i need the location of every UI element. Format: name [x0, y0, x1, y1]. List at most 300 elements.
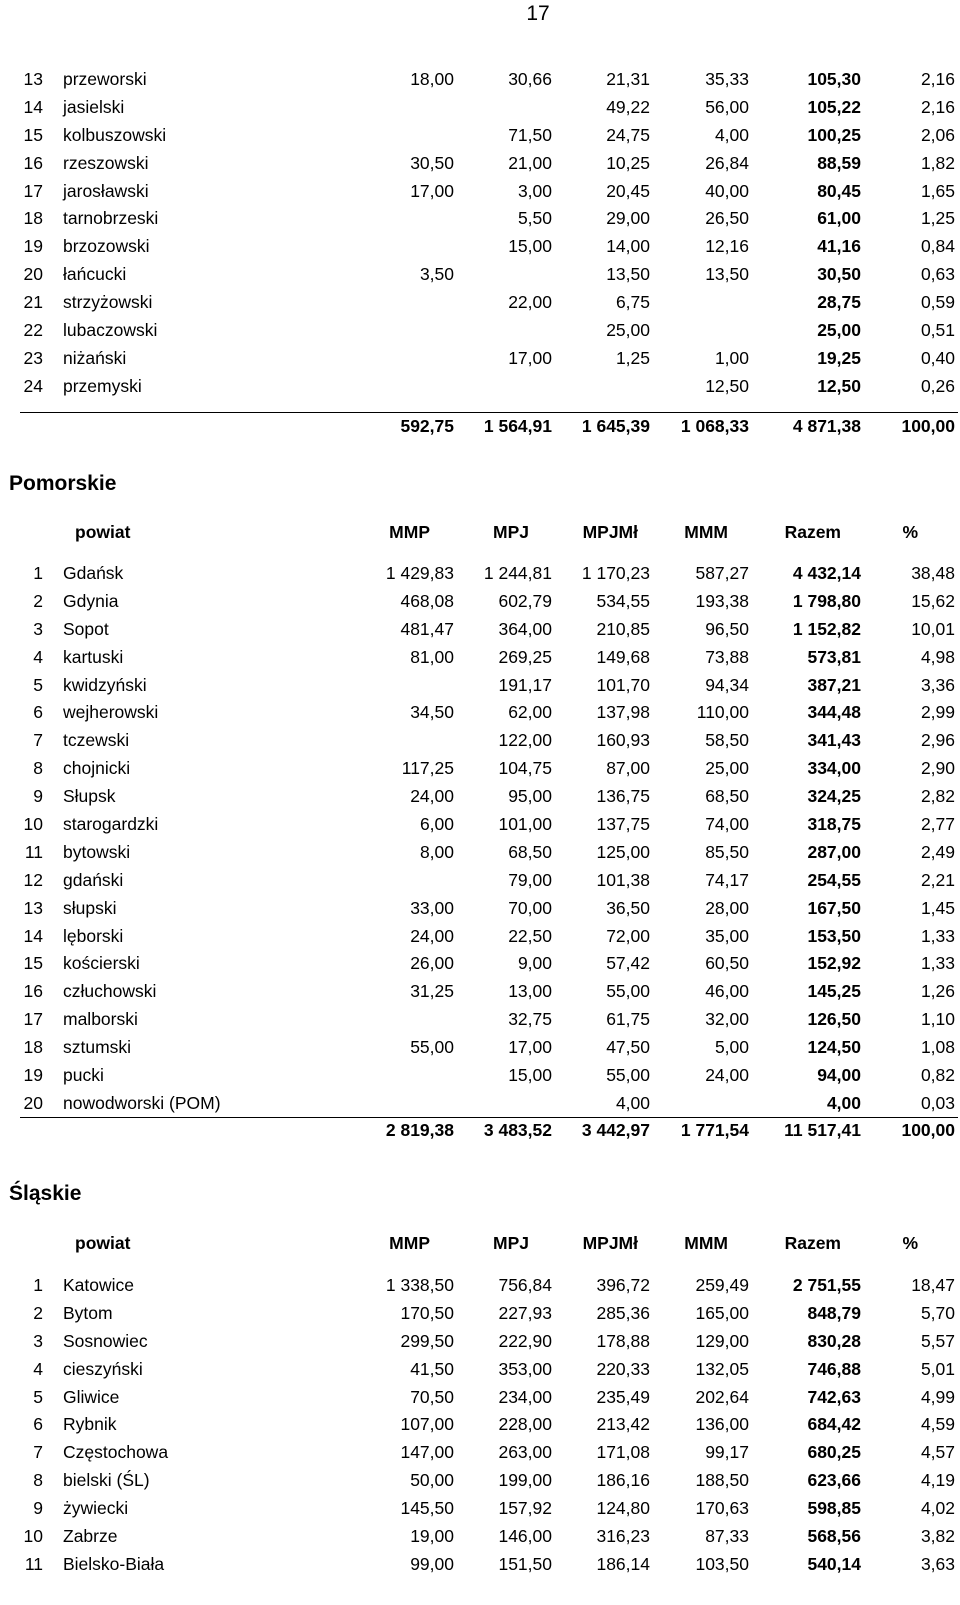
powiat-name: człuchowski: [63, 981, 157, 1002]
mmm-value: 26,84: [705, 152, 749, 173]
mpj-value: 191,17: [498, 674, 552, 695]
mmm-value: 193,38: [695, 590, 749, 611]
percent-value: 1,10: [920, 1009, 955, 1030]
percent-value: 1,82: [920, 152, 955, 173]
mpjml-value: 1 645,39: [581, 416, 650, 436]
mmp-value: 2 819,38: [385, 1120, 454, 1140]
row-number: 10: [23, 1526, 43, 1547]
percent-value: 5,70: [920, 1302, 955, 1323]
mpjml-value: 20,45: [606, 180, 650, 201]
mpj-value: 1 244,81: [483, 563, 552, 583]
row-number: 4: [33, 1358, 43, 1379]
table-header-row: [0, 1230, 960, 1258]
razem-value: 680,25: [807, 1442, 861, 1463]
mpjml-value: 213,42: [596, 1414, 650, 1435]
mmm-value: 74,17: [705, 869, 749, 890]
table-row: [0, 560, 960, 588]
row-number: 4: [33, 646, 43, 667]
table-row: [0, 839, 960, 867]
mpjml-value: 136,75: [596, 786, 650, 807]
table-row: [0, 1328, 960, 1356]
row-number: 7: [33, 730, 43, 751]
column-header-mmp: MMP: [389, 1233, 430, 1253]
powiat-name: Gdynia: [63, 590, 119, 611]
powiat-name: gdański: [63, 869, 124, 890]
row-number: 20: [23, 264, 43, 285]
mpjml-value: 57,42: [606, 953, 650, 974]
powiat-name: żywiecki: [63, 1498, 129, 1519]
percent-value: 0,51: [920, 320, 955, 341]
table-row: [0, 616, 960, 644]
column-header-mpj: MPJ: [493, 1233, 529, 1253]
percent-value: 2,77: [920, 814, 955, 835]
powiat-name: przeworski: [63, 69, 147, 89]
percent-value: 1,08: [920, 1037, 955, 1058]
powiat-name: Gliwice: [63, 1386, 120, 1407]
page-number: 17: [526, 2, 550, 25]
mpjml-value: 1 170,23: [581, 563, 650, 583]
mmm-value: 40,00: [705, 180, 749, 201]
mpjml-value: 220,33: [596, 1358, 650, 1379]
mmp-value: 24,00: [410, 786, 454, 807]
row-number: 19: [23, 236, 43, 257]
razem-value: 318,75: [807, 814, 861, 835]
table-previous-region-total: [0, 413, 960, 441]
table-header-row: [0, 519, 960, 547]
powiat-name: kościerski: [63, 953, 140, 974]
mpj-value: 9,00: [517, 953, 552, 974]
mpjml-value: 61,75: [606, 1009, 650, 1030]
razem-value: 88,59: [817, 152, 861, 173]
column-header-mmp: MMP: [389, 522, 430, 542]
razem-value: 848,79: [807, 1302, 861, 1323]
mmp-value: 147,00: [400, 1442, 454, 1463]
powiat-name: Sosnowiec: [63, 1330, 148, 1351]
mpj-value: 263,00: [498, 1442, 552, 1463]
razem-value: 344,48: [807, 702, 861, 723]
mmp-value: 1 429,83: [385, 563, 454, 583]
powiat-name: malborski: [63, 1009, 138, 1030]
table-row: [0, 178, 960, 206]
mmm-value: 259,49: [695, 1275, 749, 1295]
mpjml-value: 87,00: [606, 758, 650, 779]
powiat-name: bytowski: [63, 841, 131, 862]
mpjml-value: 316,23: [596, 1526, 650, 1547]
razem-value: 145,25: [807, 981, 861, 1002]
mpj-value: 79,00: [508, 869, 552, 890]
mpj-value: 1 564,91: [483, 416, 552, 436]
mpjml-value: 534,55: [596, 590, 650, 611]
mmp-value: 70,50: [410, 1386, 454, 1407]
razem-value: 167,50: [807, 897, 861, 918]
column-header-mpjml: MPJMł: [582, 522, 638, 542]
mpj-value: 22,50: [508, 925, 552, 946]
percent-value: 3,36: [920, 674, 955, 695]
table-row: [0, 1356, 960, 1384]
mpjml-value: 14,00: [606, 236, 650, 257]
mpjml-value: 396,72: [596, 1275, 650, 1295]
mpjml-value: 10,25: [606, 152, 650, 173]
row-number: 15: [23, 124, 43, 145]
mpjml-value: 137,98: [596, 702, 650, 723]
mmp-value: 41,50: [410, 1358, 454, 1379]
mmm-value: 74,00: [705, 814, 749, 835]
razem-value: 830,28: [807, 1330, 861, 1351]
mpjml-value: 13,50: [606, 264, 650, 285]
row-number: 23: [23, 347, 43, 368]
percent-value: 1,65: [920, 180, 955, 201]
razem-value: 287,00: [807, 841, 861, 862]
percent-value: 0,03: [920, 1092, 955, 1113]
powiat-name: wejherowski: [63, 702, 159, 723]
mpjml-value: 186,16: [596, 1470, 650, 1491]
row-number: 2: [33, 1302, 43, 1323]
mpj-value: 5,50: [517, 208, 552, 229]
percent-value: 1,33: [920, 925, 955, 946]
mmp-value: 81,00: [410, 646, 454, 667]
powiat-name: chojnicki: [63, 758, 131, 779]
percent-value: 1,26: [920, 981, 955, 1002]
table-row: [0, 1034, 960, 1062]
row-number: 16: [23, 981, 43, 1002]
razem-value: 598,85: [807, 1498, 861, 1519]
mpjml-value: 171,08: [596, 1442, 650, 1463]
row-number: 9: [33, 786, 43, 807]
table-row: [0, 205, 960, 233]
percent-value: 2,21: [920, 869, 955, 890]
percent-value: 4,98: [920, 646, 955, 667]
section-title-slaskie: Śląskie: [9, 1182, 82, 1205]
razem-value: 2 751,55: [792, 1275, 861, 1295]
razem-value: 568,56: [807, 1526, 861, 1547]
mmm-value: 165,00: [695, 1302, 749, 1323]
table-row: [0, 1467, 960, 1495]
mpj-value: 70,00: [508, 897, 552, 918]
mmp-value: 6,00: [419, 814, 454, 835]
column-header-powiat: powiat: [75, 522, 131, 542]
row-number: 11: [24, 1553, 43, 1574]
table-row: [0, 289, 960, 317]
mpj-value: 228,00: [498, 1414, 552, 1435]
mmm-value: 4,00: [714, 124, 749, 145]
mpjml-value: 47,50: [606, 1037, 650, 1058]
mpjml-value: 1,25: [615, 347, 650, 368]
razem-value: 80,45: [817, 180, 861, 201]
table-row: [0, 1523, 960, 1551]
column-header-razem: Razem: [784, 522, 841, 542]
percent-value: 4,99: [920, 1386, 955, 1407]
row-number: 3: [33, 618, 43, 639]
mmp-value: 8,00: [419, 841, 454, 862]
razem-value: 387,21: [807, 674, 861, 695]
table-row: [0, 588, 960, 616]
mmm-value: 103,50: [695, 1553, 749, 1574]
razem-value: 334,00: [807, 758, 861, 779]
powiat-name: Bytom: [63, 1302, 113, 1323]
mmm-value: 94,34: [705, 674, 749, 695]
razem-value: 4 432,14: [792, 563, 861, 583]
mpj-value: 17,00: [508, 347, 552, 368]
percent-value: 4,19: [920, 1470, 955, 1491]
column-header-percent: %: [902, 1233, 918, 1253]
razem-value: 4,00: [826, 1092, 861, 1113]
razem-value: 4 871,38: [792, 416, 861, 436]
mmp-value: 481,47: [400, 618, 454, 639]
mpj-value: 13,00: [508, 981, 552, 1002]
razem-value: 25,00: [817, 320, 861, 341]
row-number: 6: [33, 702, 43, 723]
mpjml-value: 24,75: [606, 124, 650, 145]
mmm-value: 188,50: [695, 1470, 749, 1491]
table-row: [0, 233, 960, 261]
mpjml-value: 137,75: [596, 814, 650, 835]
mmp-value: 33,00: [410, 897, 454, 918]
mmp-value: 1 338,50: [385, 1275, 454, 1295]
mpjml-value: 210,85: [596, 618, 650, 639]
mpj-value: 199,00: [498, 1470, 552, 1491]
mpj-value: 68,50: [508, 841, 552, 862]
row-number: 2: [33, 590, 43, 611]
table-row: [0, 699, 960, 727]
table-row: [0, 923, 960, 951]
powiat-name: jasielski: [63, 96, 125, 117]
mmp-value: 99,00: [410, 1553, 454, 1574]
table-row: [0, 66, 960, 94]
percent-value: 1,33: [920, 953, 955, 974]
mmp-value: 24,00: [410, 925, 454, 946]
mmp-value: 592,75: [400, 416, 454, 436]
mmm-value: 46,00: [705, 981, 749, 1002]
mmm-value: 1 068,33: [680, 416, 749, 436]
powiat-name: sztumski: [63, 1037, 132, 1058]
powiat-name: starogardzki: [63, 814, 159, 835]
razem-value: 105,22: [807, 96, 861, 117]
mpj-value: 157,92: [498, 1498, 552, 1519]
table-row: [0, 644, 960, 672]
mpj-value: 3 483,52: [483, 1120, 552, 1140]
percent-value: 100,00: [901, 1120, 955, 1140]
powiat-name: brzozowski: [63, 236, 150, 257]
razem-value: 124,50: [807, 1037, 861, 1058]
column-header-mpj: MPJ: [493, 522, 529, 542]
mpjml-value: 3 442,97: [581, 1120, 650, 1140]
table-row: [0, 1272, 960, 1300]
mmp-value: 107,00: [400, 1414, 454, 1435]
table-row: [0, 94, 960, 122]
razem-value: 540,14: [807, 1553, 861, 1574]
razem-value: 341,43: [807, 730, 861, 751]
row-number: 5: [33, 674, 43, 695]
mpj-value: 353,00: [498, 1358, 552, 1379]
mpj-value: 101,00: [498, 814, 552, 835]
mmm-value: 28,00: [705, 897, 749, 918]
table-previous-region: [0, 66, 960, 401]
percent-value: 2,16: [920, 69, 955, 89]
row-number: 13: [23, 69, 43, 89]
mpj-value: 222,90: [498, 1330, 552, 1351]
percent-value: 1,25: [920, 208, 955, 229]
table-row: [0, 811, 960, 839]
percent-value: 0,82: [920, 1065, 955, 1086]
razem-value: 11 517,41: [784, 1120, 861, 1140]
mpjml-value: 55,00: [606, 1065, 650, 1086]
mmm-value: 26,50: [705, 208, 749, 229]
table-row: [0, 122, 960, 150]
mpj-value: 151,50: [498, 1553, 552, 1574]
percent-value: 5,01: [920, 1358, 955, 1379]
mmp-value: 18,00: [410, 69, 454, 89]
powiat-name: Bielsko-Biała: [63, 1553, 165, 1574]
razem-value: 41,16: [817, 236, 861, 257]
table-slaskie-header: [0, 1230, 960, 1258]
mmm-value: 587,27: [695, 563, 749, 583]
powiat-name: niżański: [63, 347, 127, 368]
percent-value: 10,01: [911, 618, 955, 639]
mmp-value: 17,00: [410, 180, 454, 201]
mpjml-value: 285,36: [596, 1302, 650, 1323]
mpj-value: 21,00: [508, 152, 552, 173]
powiat-name: strzyżowski: [63, 292, 153, 313]
percent-value: 100,00: [901, 416, 955, 436]
percent-value: 0,59: [920, 292, 955, 313]
powiat-name: Sopot: [63, 618, 109, 639]
powiat-name: pucki: [63, 1065, 104, 1086]
row-number: 10: [23, 814, 43, 835]
powiat-name: cieszyński: [63, 1358, 143, 1379]
row-number: 7: [33, 1442, 43, 1463]
percent-value: 2,90: [920, 758, 955, 779]
row-number: 17: [23, 1009, 43, 1030]
razem-value: 61,00: [817, 208, 861, 229]
mpj-value: 22,00: [508, 292, 552, 313]
razem-value: 94,00: [817, 1065, 861, 1086]
mpj-value: 15,00: [508, 1065, 552, 1086]
column-header-razem: Razem: [784, 1233, 841, 1253]
mmp-value: 26,00: [410, 953, 454, 974]
mpj-value: 3,00: [517, 180, 552, 201]
percent-value: 4,57: [920, 1442, 955, 1463]
mpj-value: 104,75: [498, 758, 552, 779]
percent-value: 2,82: [920, 786, 955, 807]
section-title-pomorskie: Pomorskie: [9, 472, 117, 495]
table-row: [0, 1062, 960, 1090]
mpj-value: 146,00: [498, 1526, 552, 1547]
percent-value: 0,63: [920, 264, 955, 285]
row-number: 20: [23, 1092, 43, 1113]
mmm-value: 73,88: [705, 646, 749, 667]
column-header-mmm: MMM: [684, 1233, 728, 1253]
mpjml-value: 21,31: [606, 69, 650, 89]
table-row: [0, 672, 960, 700]
razem-value: 100,25: [807, 124, 861, 145]
mpj-value: 234,00: [498, 1386, 552, 1407]
table-row: [0, 978, 960, 1006]
percent-value: 2,49: [920, 841, 955, 862]
table-row: [0, 950, 960, 978]
powiat-name: rzeszowski: [63, 152, 149, 173]
table-row: [0, 345, 960, 373]
mpjml-value: 55,00: [606, 981, 650, 1002]
mmm-value: 132,05: [695, 1358, 749, 1379]
powiat-name: kolbuszowski: [63, 124, 167, 145]
row-number: 21: [23, 292, 43, 313]
row-number: 13: [23, 897, 43, 918]
row-number: 19: [23, 1065, 43, 1086]
mmp-value: 299,50: [400, 1330, 454, 1351]
percent-value: 1,45: [920, 897, 955, 918]
row-number: 12: [23, 869, 43, 890]
percent-value: 4,59: [920, 1414, 955, 1435]
razem-value: 573,81: [807, 646, 861, 667]
percent-value: 15,62: [911, 590, 955, 611]
mmm-value: 99,17: [705, 1442, 749, 1463]
mpjml-value: 72,00: [606, 925, 650, 946]
powiat-name: Słupsk: [63, 786, 116, 807]
mpj-value: 122,00: [498, 730, 552, 751]
table-total-row: [0, 1117, 960, 1145]
column-header-mmm: MMM: [684, 522, 728, 542]
mpjml-value: 178,88: [596, 1330, 650, 1351]
powiat-name: Częstochowa: [63, 1442, 169, 1463]
powiat-name: Rybnik: [63, 1414, 117, 1435]
percent-value: 3,63: [920, 1553, 955, 1574]
row-number: 18: [23, 208, 43, 229]
row-number: 6: [33, 1414, 43, 1435]
mmm-value: 87,33: [705, 1526, 749, 1547]
row-number: 14: [23, 925, 43, 946]
row-number: 8: [33, 758, 43, 779]
razem-value: 684,42: [807, 1414, 861, 1435]
mpjml-value: 29,00: [606, 208, 650, 229]
razem-value: 623,66: [807, 1470, 861, 1491]
column-header-percent: %: [902, 522, 918, 542]
powiat-name: bielski (ŚL): [63, 1470, 150, 1491]
razem-value: 152,92: [807, 953, 861, 974]
razem-value: 30,50: [817, 264, 861, 285]
mpjml-value: 149,68: [596, 646, 650, 667]
mpj-value: 227,93: [498, 1302, 552, 1323]
powiat-name: jarosławski: [63, 180, 149, 201]
mmm-value: 58,50: [705, 730, 749, 751]
mmm-value: 32,00: [705, 1009, 749, 1030]
mpj-value: 364,00: [498, 618, 552, 639]
mpj-value: 30,66: [508, 69, 552, 89]
mpj-value: 32,75: [508, 1009, 552, 1030]
table-row: [0, 1411, 960, 1439]
column-header-powiat: powiat: [75, 1233, 131, 1253]
mmm-value: 202,64: [695, 1386, 749, 1407]
table-pomorskie-header: [0, 519, 960, 547]
row-number: 11: [24, 841, 43, 862]
mmp-value: 145,50: [400, 1498, 454, 1519]
table-row: [0, 261, 960, 289]
mpjml-value: 186,14: [596, 1553, 650, 1574]
mpjml-value: 36,50: [606, 897, 650, 918]
table-row: [0, 783, 960, 811]
table-slaskie: [0, 1272, 960, 1579]
powiat-name: Gdańsk: [63, 563, 124, 583]
table-row: [0, 1300, 960, 1328]
powiat-name: Katowice: [63, 1275, 135, 1295]
mmm-value: 56,00: [705, 96, 749, 117]
mpj-value: 15,00: [508, 236, 552, 257]
mpjml-value: 49,22: [606, 96, 650, 117]
percent-value: 18,47: [911, 1275, 955, 1295]
percent-value: 2,06: [920, 124, 955, 145]
table-pomorskie-total: [0, 1117, 960, 1145]
row-number: 18: [23, 1037, 43, 1058]
mmp-value: 117,25: [401, 758, 454, 779]
